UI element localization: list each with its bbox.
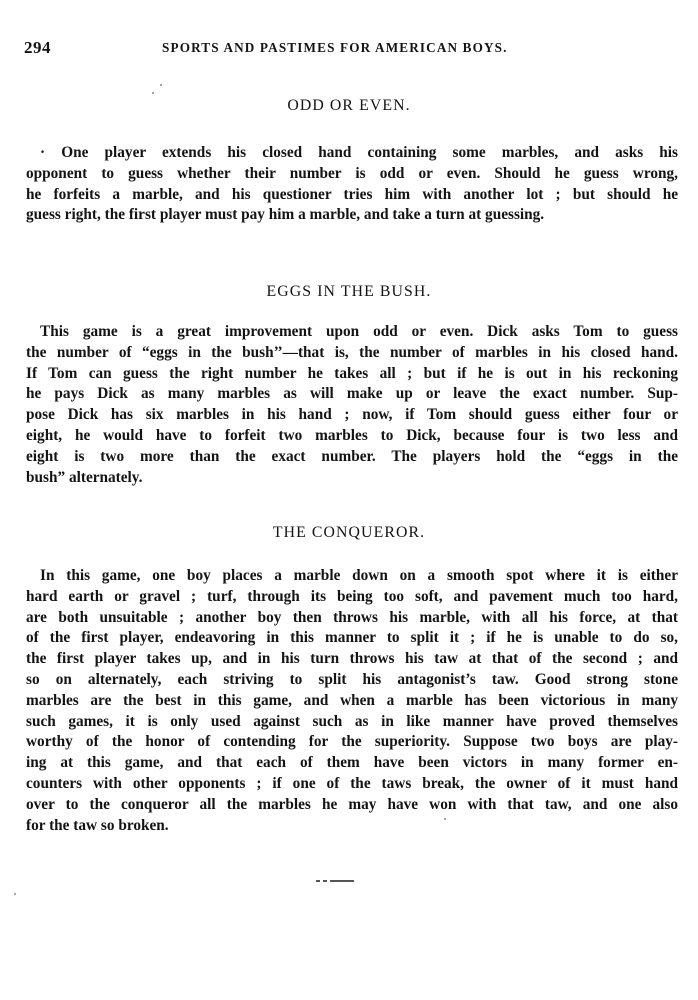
text-line: This game is a great improvement upon odd or even. Dick asks Tom to guess [40, 323, 678, 340]
text-line: of the first player, endeavoring in this manner to split it ; if he is unable to do so, [26, 629, 678, 647]
text-line: he forfeits a marble, and his questioner tries him with another lot ; but should he [26, 185, 678, 203]
section-heading-the-conqueror: THE CONQUEROR. [272, 524, 426, 541]
text-line: such games, it is only used against such as in like manner have proved themselves [26, 712, 678, 730]
text-line: the first player takes up, and in his turn throws his taw at that of the second ; and [26, 650, 678, 668]
text-line: guess right, the first player must pay him a marble, and take a turn at guessing. [26, 206, 545, 224]
text-line: worthy of the honor of contending for the superiority. Suppose two boys are play- [26, 733, 678, 751]
print-speck [152, 92, 154, 94]
paragraph-eggs-in-the-bush [26, 322, 678, 488]
text-line: he pays Dick as many marbles as will make up or leave the exact number. Sup- [26, 385, 678, 403]
text-line: hard earth or gravel ; turf, through its being too soft, and pavement much too hard, [26, 587, 678, 605]
running-head [24, 38, 680, 60]
text-line: bush” alternately. [26, 468, 143, 486]
print-speck [14, 893, 16, 895]
text-line: are both unsuitable ; another boy then throws his marble, with all his force, at that [26, 608, 678, 626]
text-line: eight, he would have to forfeit two marbles to Dick, because four is two less and [26, 426, 678, 444]
text-line: eight is two more than the exact number. The players hold the “eggs in the [26, 447, 678, 465]
end-ornament [316, 880, 354, 882]
text-line: pose Dick has six marbles in his hand ; now, if Tom should guess either four or [26, 406, 678, 424]
text-line: marbles are the best in this game, and when a marble has been victorious in many [26, 691, 678, 709]
section-heading-odd-or-even: ODD OR EVEN. [287, 97, 411, 114]
text-line: In this game, one boy places a marble down on a smooth spot where it is either [40, 567, 678, 584]
text-line: so on alternately, each striving to split his antagonist’s taw. Good strong stone [26, 670, 678, 688]
paragraph-odd-or-even [26, 143, 678, 226]
text-line: counters with other opponents ; if one of the taws break, the owner of it must hand [26, 774, 678, 792]
print-speck [444, 818, 446, 820]
text-line: opponent to guess whether their number is odd or even. Should he guess wrong, [26, 164, 678, 182]
section-heading-eggs-in-the-bush: EGGS IN THE BUSH. [266, 283, 432, 300]
running-title: SPORTS AND PASTIMES FOR AMERICAN BOYS. [162, 40, 508, 55]
text-line: the number of “eggs in the bush’’—that is, the number of marbles in his closed hand. [26, 343, 678, 361]
text-line: · One player extends his closed hand containing some marbles, and asks his [40, 144, 678, 161]
text-line: If Tom can guess the right number he takes all ; but if he is out in his reckoning [26, 364, 678, 382]
text-line: over to the conqueror all the marbles he may have won with that taw, and one also [26, 795, 678, 813]
print-speck [160, 84, 162, 86]
paragraph-the-conqueror [26, 566, 678, 836]
text-line: for the taw so broken. [26, 816, 169, 834]
page-number: 294 [24, 38, 51, 57]
text-line: ing at this game, and that each of them have been victors in many former en- [26, 754, 678, 772]
